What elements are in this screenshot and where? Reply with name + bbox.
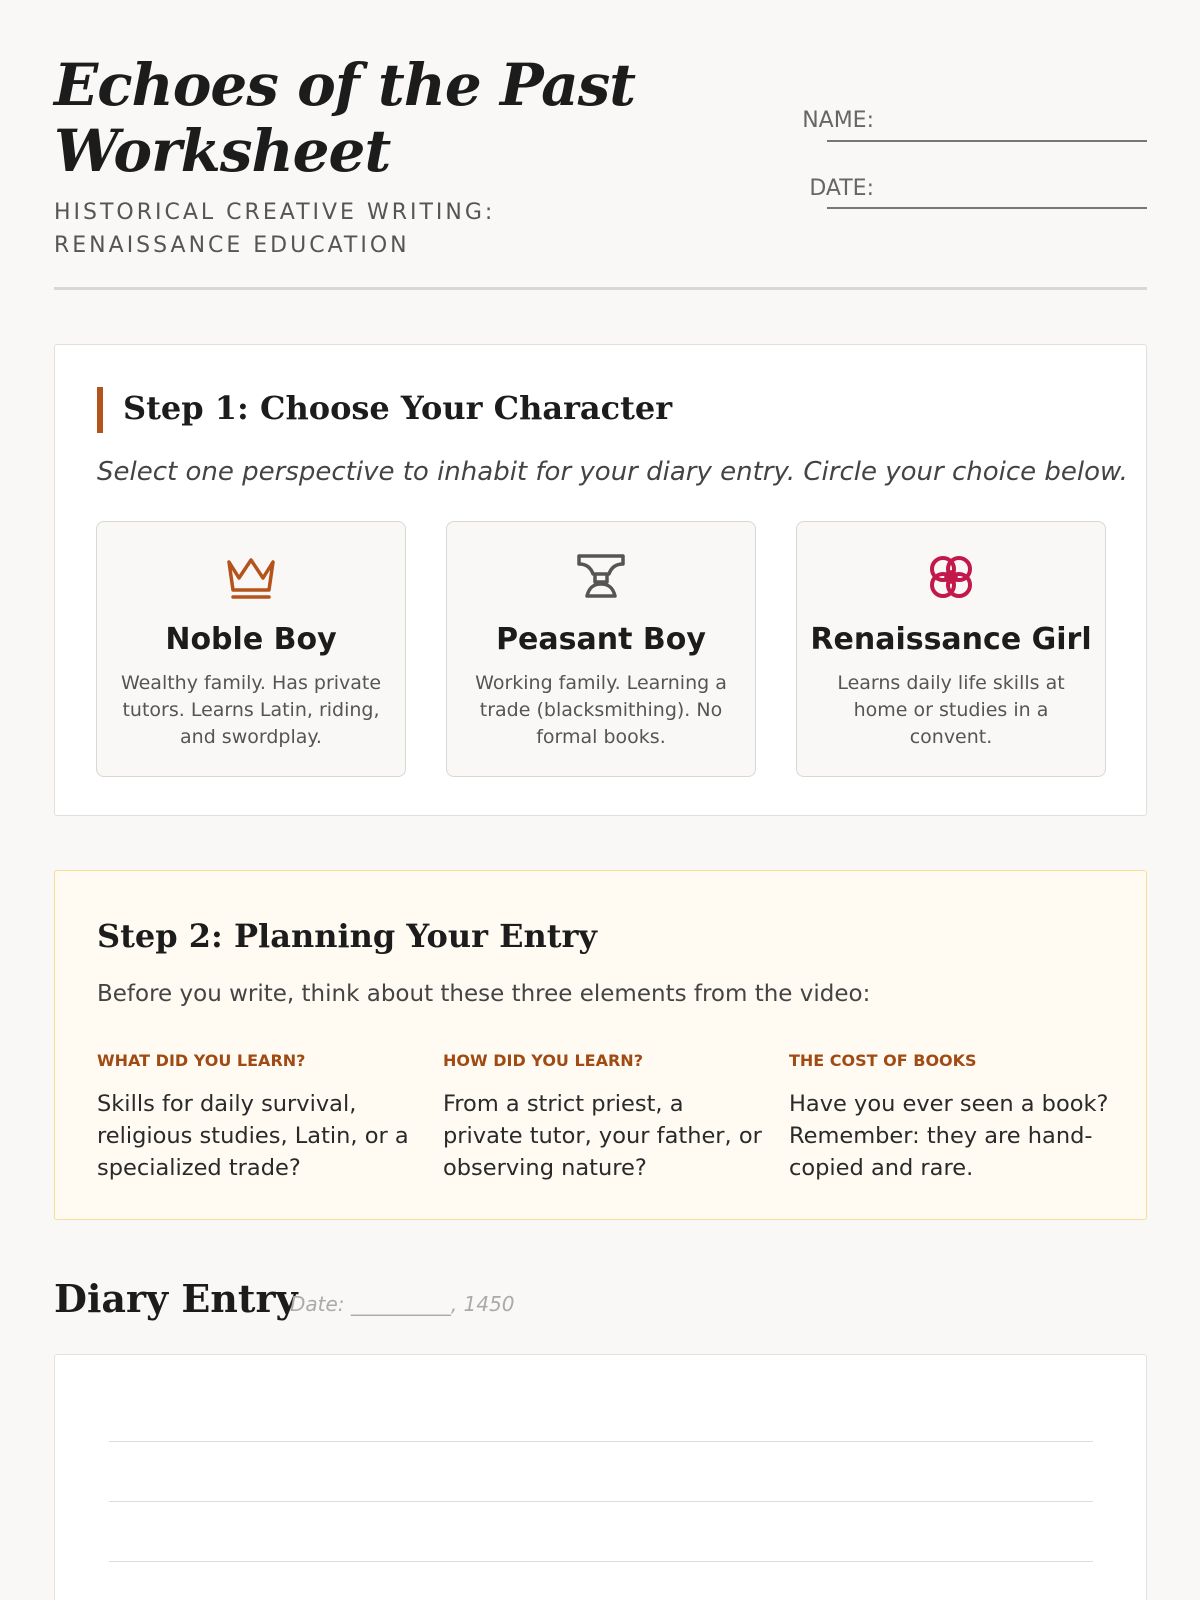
plan-column-cost: [789, 1051, 1109, 1184]
plan-column-how: [443, 1051, 763, 1184]
anvil-icon: [447, 552, 755, 602]
plan-column-what: [97, 1051, 417, 1184]
writing-line: [109, 1561, 1093, 1562]
step2-card: [54, 870, 1147, 1220]
page-title: Echoes of the Past Worksheet: [54, 51, 636, 185]
step2-title: Step 2: Planning Your Entry: [97, 917, 597, 955]
page-subtitle: HISTORICAL CREATIVE WRITING: RENAISSANCE EDUCATION: [54, 200, 496, 258]
plan-text: Have you ever seen a book? Remember: they are hand-copied and rare.: [789, 1091, 1109, 1181]
diary-date-field[interactable]: Date: __________, 1450: [290, 1292, 515, 1316]
writing-line: [109, 1441, 1093, 1442]
plan-text: Skills for daily survival, religious studies, Latin, or a specialized trade?: [97, 1091, 409, 1181]
plan-text: From a strict priest, a private tutor, your father, or observing nature?: [443, 1091, 762, 1181]
step1-card: [54, 344, 1147, 816]
crown-icon: [97, 552, 405, 602]
worksheet-header: [54, 0, 1147, 290]
character-description: Working family. Learning a trade (blacksmithing). No formal books.: [475, 672, 727, 748]
name-label: NAME:: [802, 108, 874, 133]
character-name: Renaissance Girl: [810, 622, 1092, 657]
step1-accent-bar: [97, 387, 103, 433]
diary-writing-area[interactable]: [54, 1354, 1147, 1600]
character-card-noble-boy[interactable]: [96, 521, 406, 777]
character-name: Peasant Boy: [496, 622, 706, 657]
character-description: Wealthy family. Has private tutors. Learns Latin, riding, and swordplay.: [120, 672, 382, 748]
plan-heading: THE COST OF BOOKS: [789, 1051, 977, 1070]
diary-title: Diary Entry: [54, 1276, 298, 1321]
character-card-renaissance-girl[interactable]: [796, 521, 1106, 777]
date-field[interactable]: [827, 207, 1147, 209]
date-label: DATE:: [809, 176, 874, 201]
writing-line: [109, 1501, 1093, 1502]
character-description: Learns daily life skills at home or studies in a convent.: [837, 672, 1065, 748]
flower-icon: [797, 552, 1105, 602]
worksheet-page: [54, 0, 1147, 1321]
plan-heading: WHAT DID YOU LEARN?: [97, 1051, 306, 1070]
name-field[interactable]: [827, 140, 1147, 142]
plan-heading: HOW DID YOU LEARN?: [443, 1051, 643, 1070]
step1-title: Step 1: Choose Your Character: [123, 389, 673, 427]
step1-instruction: Select one perspective to inhabit for your diary entry. Circle your choice below.: [97, 457, 1128, 487]
step2-intro: Before you write, think about these three elements from the video:: [97, 981, 871, 1007]
character-card-peasant-boy[interactable]: [446, 521, 756, 777]
character-name: Noble Boy: [165, 622, 337, 657]
